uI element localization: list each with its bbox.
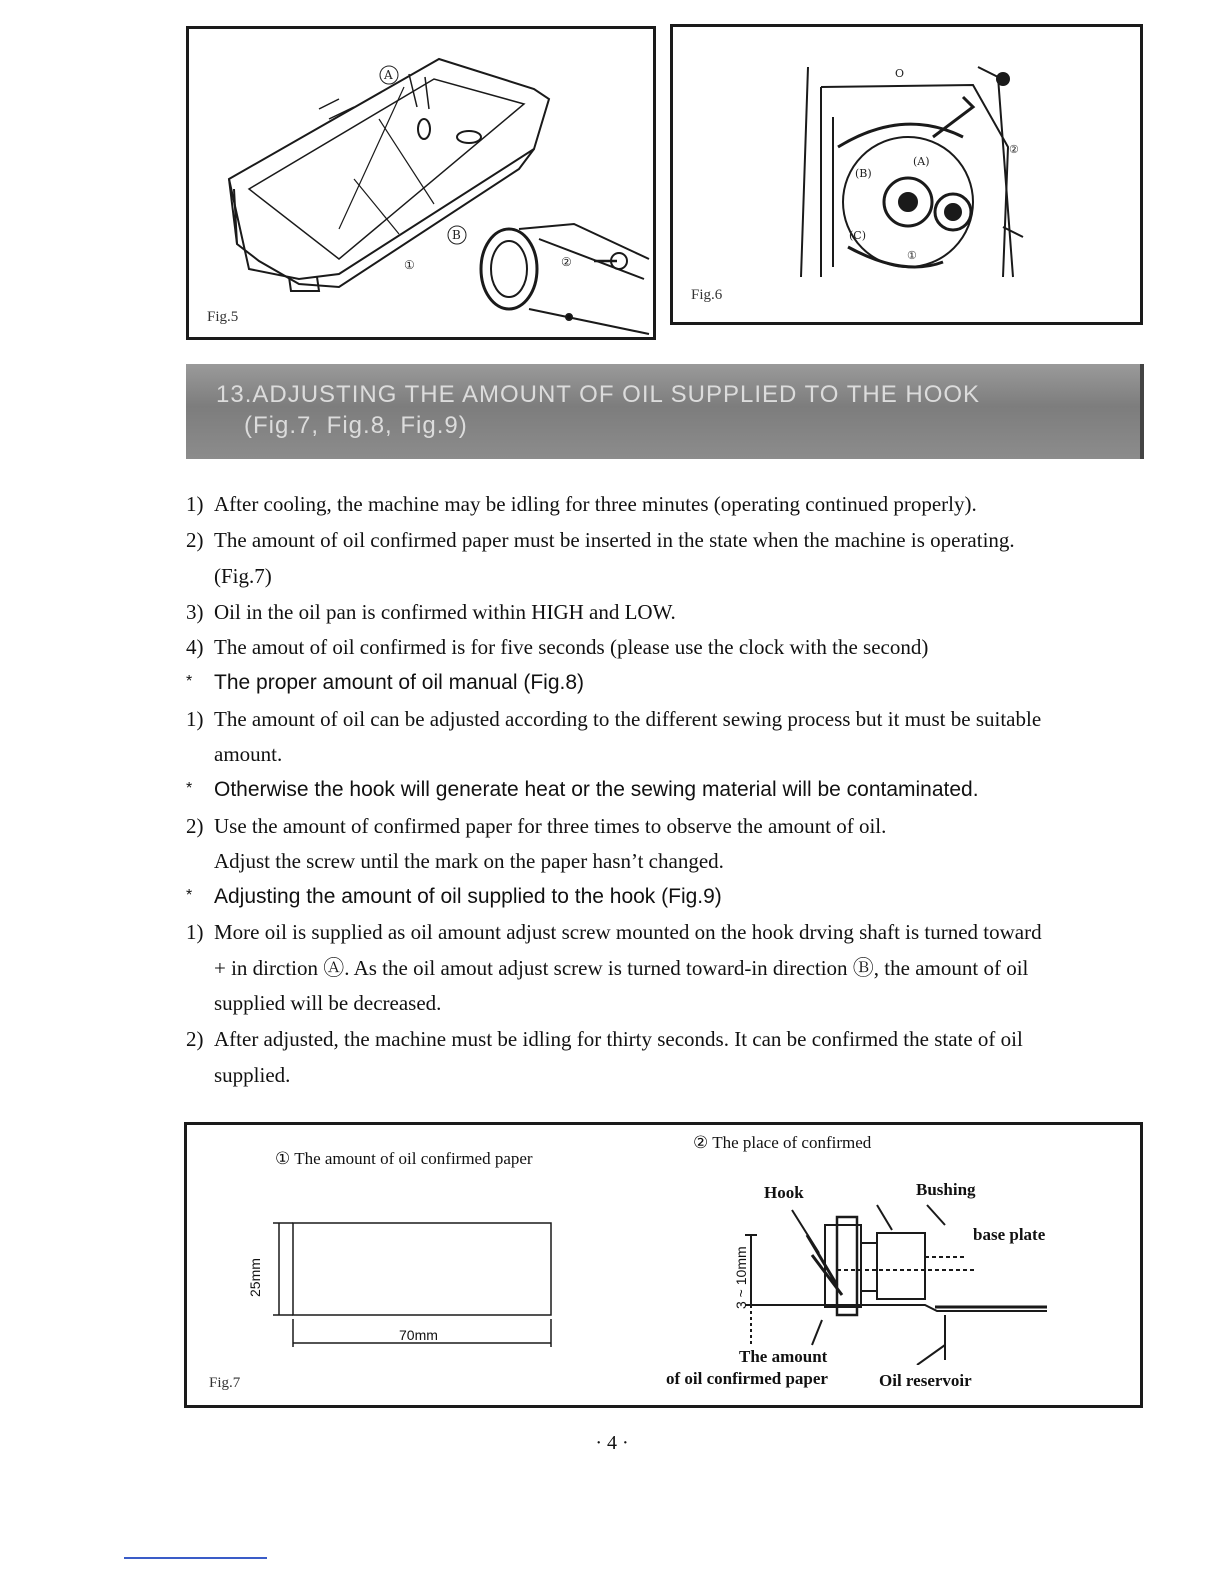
step-text: After cooling, the machine may be idling for three minutes (operating continued properly). — [214, 492, 977, 516]
fig7-right-caption — [693, 1133, 871, 1153]
step-text: The amout of oil confirmed is for five seconds (please use the clock with the second) — [214, 635, 929, 659]
proper-step-2-cont: Adjust the screw until the mark on the paper hasn’t changed. — [214, 849, 724, 873]
step-number: 2) — [186, 528, 204, 552]
step-2-cont: (Fig.7) — [214, 564, 272, 588]
note-adjusting — [186, 884, 722, 909]
step-number: 4) — [186, 635, 204, 659]
fig6-hook-illustration — [673, 27, 1140, 322]
base-plate-label: base plate — [973, 1225, 1046, 1244]
paper-label-line2: of oil confirmed paper — [666, 1369, 828, 1388]
adjust-step-1 — [186, 920, 1042, 944]
fig7-left-caption — [275, 1149, 533, 1169]
note-otherwise — [186, 777, 979, 802]
step-4 — [186, 635, 928, 659]
svg-text:(B): (B) — [855, 167, 872, 180]
step-text: The amount of oil confirmed paper must be inserted in the state when the machine is operating. — [214, 528, 1015, 552]
svg-text:(A): (A) — [913, 155, 930, 168]
banner-subtitle: (Fig.7, Fig.8, Fig.9) — [244, 412, 468, 439]
svg-text:①: ① — [404, 258, 415, 272]
paper-label-line1: The amount — [739, 1347, 828, 1366]
svg-text:②: ② — [1009, 143, 1019, 156]
fig6-label: Fig.6 — [691, 287, 723, 303]
svg-text:①: ① — [907, 249, 917, 262]
svg-text:O: O — [895, 67, 905, 80]
width-label: 70mm — [399, 1327, 438, 1343]
section-banner — [186, 364, 1144, 459]
caption-text: The place of confirmed — [712, 1133, 872, 1152]
hook-position-drawing — [727, 1195, 1087, 1365]
proper-step-2 — [186, 814, 886, 838]
note-text: The proper amount of oil manual (Fig.8) — [214, 671, 585, 694]
note-proper-amount — [186, 670, 584, 695]
adjust-step-2-cont: supplied. — [214, 1063, 291, 1087]
bushing-label: Bushing — [916, 1180, 976, 1199]
step-2 — [186, 528, 1015, 552]
adjust-step-2 — [186, 1027, 1023, 1051]
step-text: Oil in the oil pan is confirmed within HIGH and LOW. — [214, 600, 676, 624]
step-number: 1) — [186, 707, 204, 731]
adjust-step-1-cont2: supplied will be decreased. — [214, 991, 442, 1015]
asterisk: * — [186, 673, 193, 690]
fig5-frame — [186, 26, 656, 340]
caption-text: The amount of oil confirmed paper — [294, 1149, 533, 1168]
step-number: 1) — [186, 920, 204, 944]
step-3 — [186, 600, 676, 624]
height-label: 25mm — [247, 1258, 263, 1297]
svg-text:(C): (C) — [849, 229, 866, 242]
step-number: 3) — [186, 600, 204, 624]
proper-step-1 — [186, 707, 1041, 731]
banner-title: 13.ADJUSTING THE AMOUNT OF OIL SUPPLIED TO THE HOOK — [216, 381, 981, 408]
hook-label: Hook — [764, 1183, 804, 1202]
step-text: Use the amount of confirmed paper for three times to observe the amount of oil. — [214, 814, 887, 838]
fig5-oil-pan-illustration — [189, 29, 653, 337]
proper-step-1-cont: amount. — [214, 742, 283, 766]
svg-text:②: ② — [561, 255, 572, 269]
fig6-frame — [670, 24, 1143, 325]
adjust-step-1-cont: + in dirction Ⓐ. As the oil amout adjust screw is turned toward-in direction Ⓑ, the amount of oil — [214, 956, 1029, 980]
caption-mark: ① — [275, 1149, 291, 1168]
note-text: Otherwise the hook will generate heat or the sewing material will be contaminated. — [214, 778, 979, 801]
footer-rule — [124, 1557, 267, 1559]
asterisk: * — [186, 887, 193, 904]
fig7-frame — [184, 1122, 1143, 1408]
step-number: 1) — [186, 492, 204, 516]
step-number: 2) — [186, 1027, 204, 1051]
fig7-label: Fig.7 — [209, 1375, 241, 1391]
step-1 — [186, 492, 977, 516]
step-number: 2) — [186, 814, 204, 838]
caption-mark: ② — [693, 1133, 709, 1152]
note-text: Adjusting the amount of oil supplied to the hook (Fig.9) — [214, 885, 722, 908]
svg-text:B: B — [452, 228, 461, 242]
page-number: · 4 · — [595, 1432, 629, 1454]
step-text: The amount of oil can be adjusted according to the different sewing process but it must be suitable — [214, 707, 1042, 731]
asterisk: * — [186, 780, 193, 797]
oil-reservoir-label: Oil reservoir — [879, 1371, 972, 1390]
range-label: 3 ~ 10mm — [733, 1246, 749, 1309]
svg-text:A: A — [384, 68, 393, 82]
step-text: More oil is supplied as oil amount adjust screw mounted on the hook drving shaft is turned toward — [214, 920, 1042, 944]
step-text: After adjusted, the machine must be idling for thirty seconds. It can be confirmed the state of oil — [214, 1027, 1023, 1051]
fig5-label: Fig.5 — [207, 309, 239, 325]
